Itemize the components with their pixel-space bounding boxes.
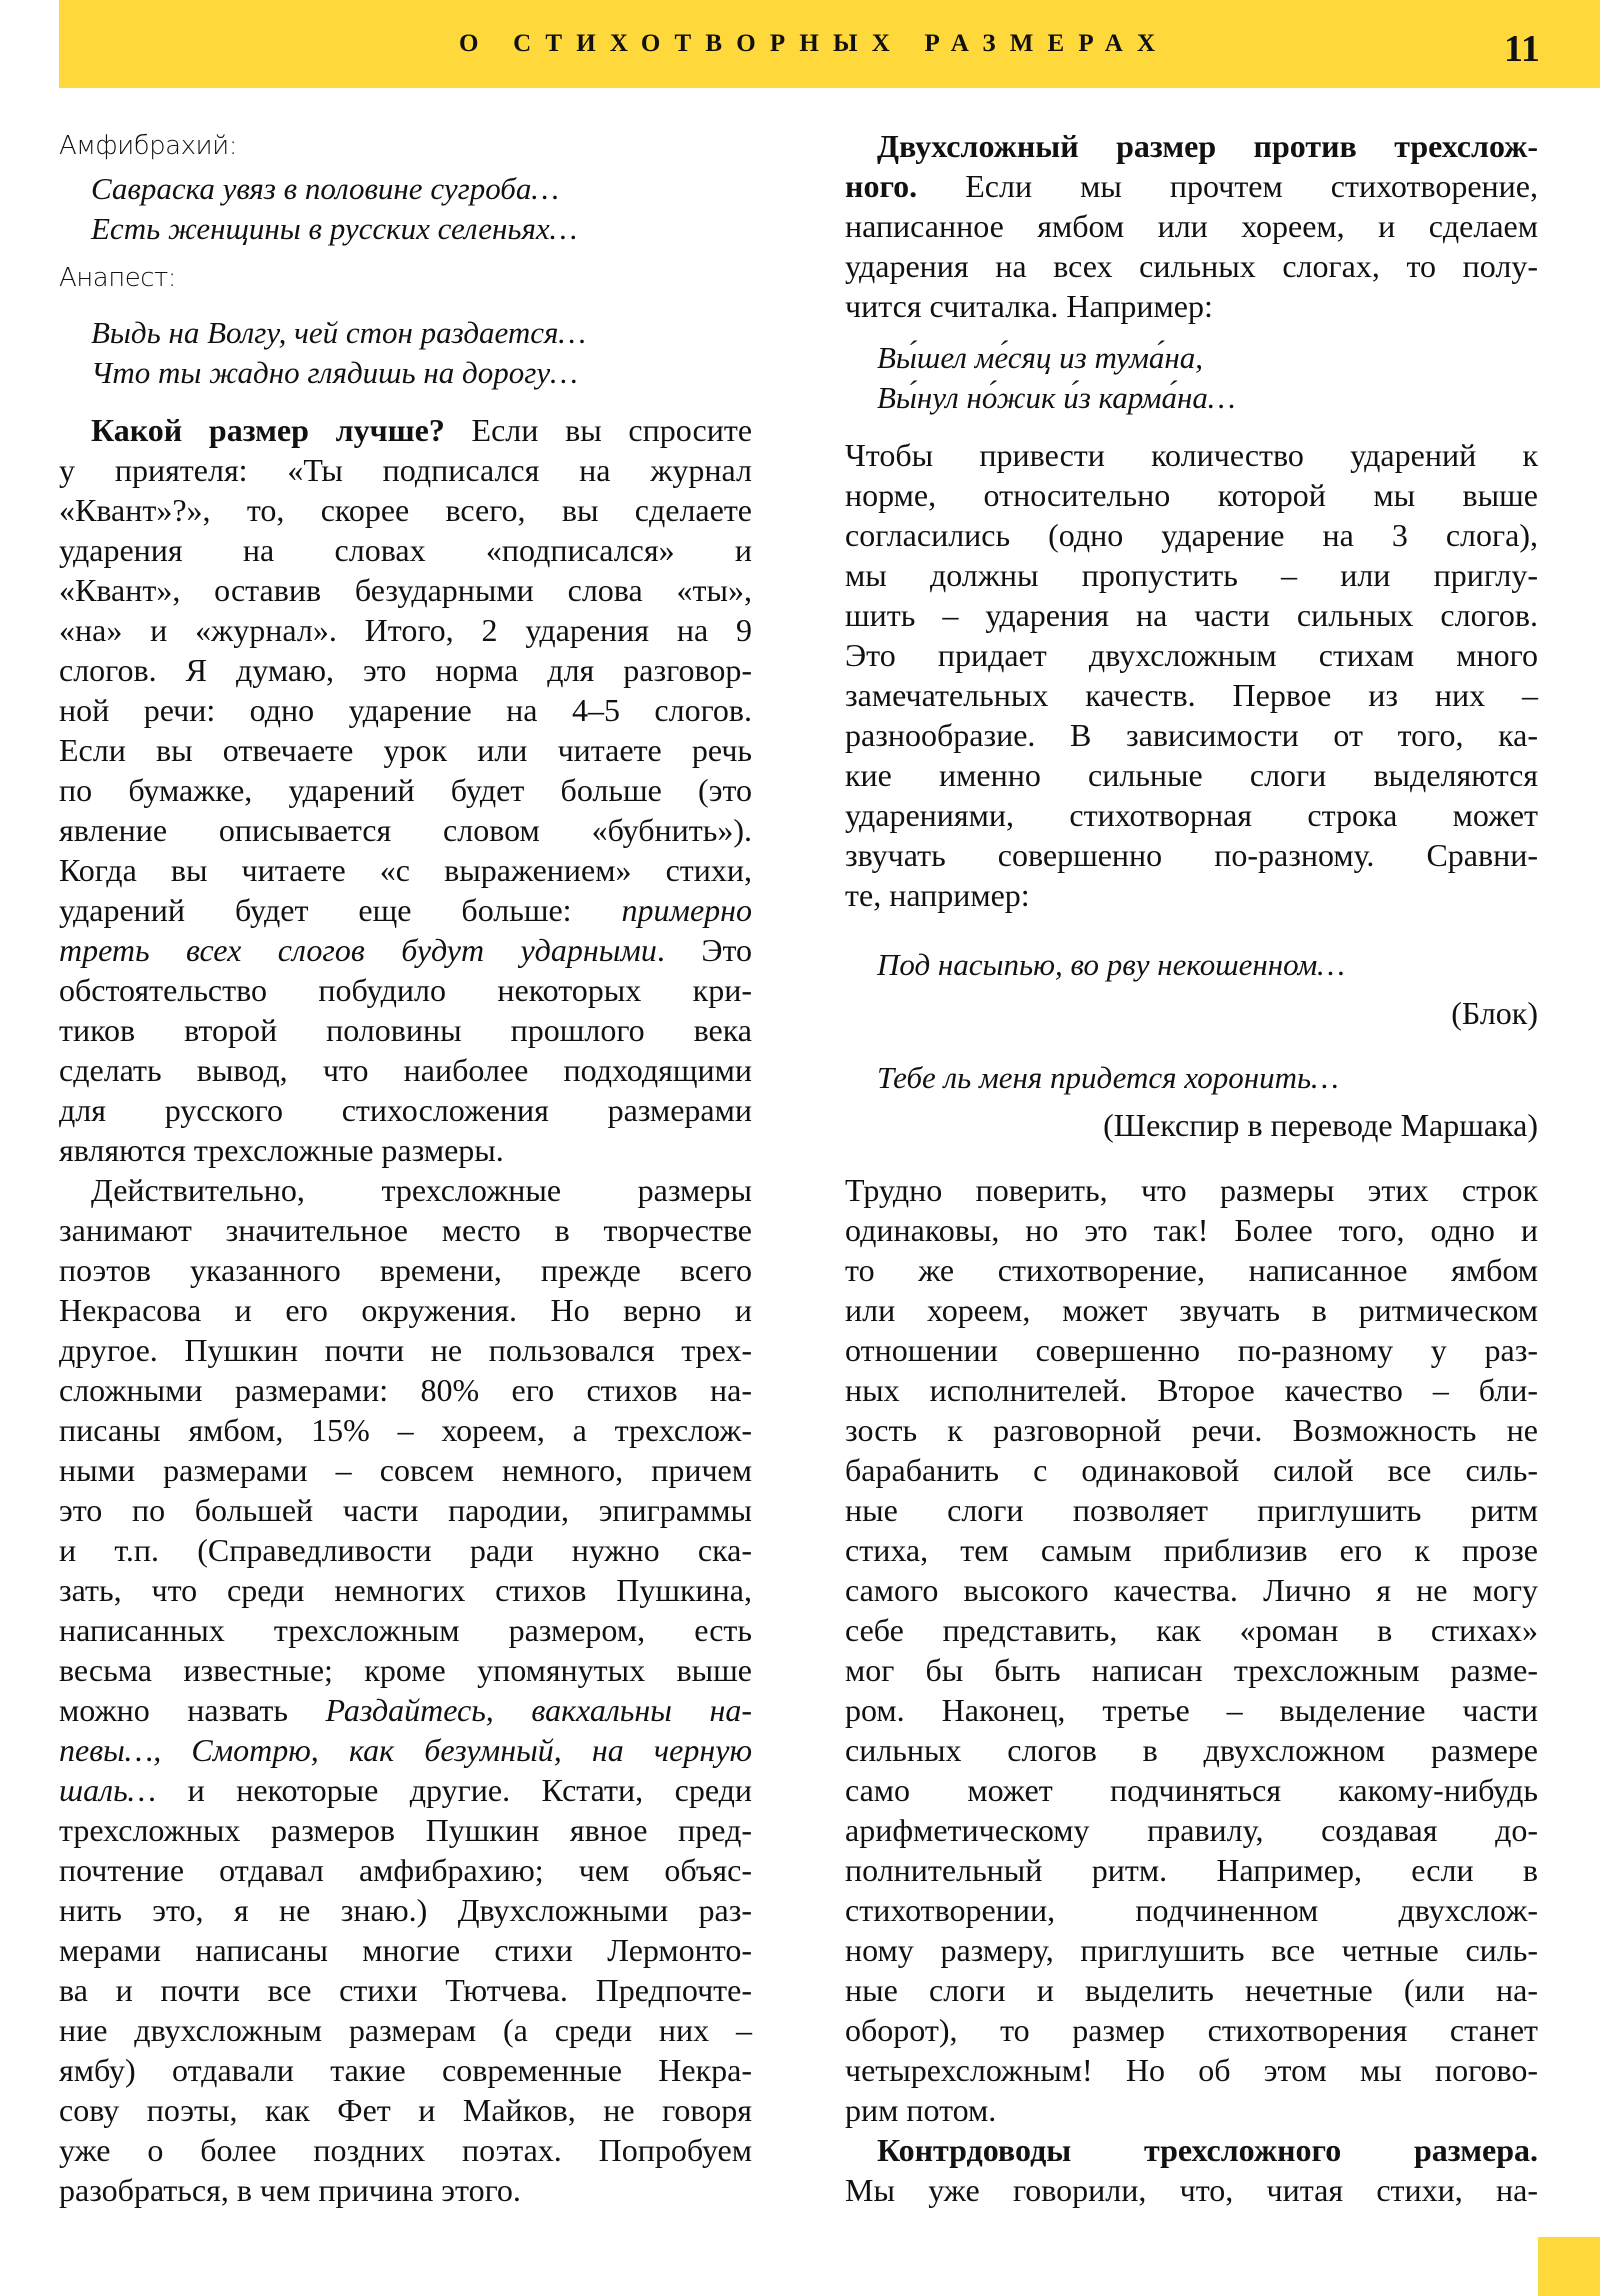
paragraph-line: или хореем, может звучать в ритмическом bbox=[845, 1292, 1538, 1328]
paragraph-line: писаны ямбом, 15% – хореем, а трехслож- bbox=[59, 1412, 752, 1448]
paragraph-line: самого высокого качества. Лично я не могу bbox=[845, 1572, 1538, 1608]
paragraph-line: певы…, Смотрю, как безумный, на черную bbox=[59, 1732, 752, 1768]
paragraph-line: можно назвать Раздайтесь, вакхальны на- bbox=[59, 1692, 753, 1728]
paragraph-line: Какой размер лучше? Если вы спросите bbox=[91, 412, 753, 448]
paragraph-line: занимают значительное место в творчестве bbox=[59, 1212, 752, 1248]
paragraph-line: кие именно сильные слоги выделяются bbox=[845, 757, 1538, 793]
quote-attribution: (Шекспир в переводе Маршака) bbox=[1103, 1107, 1538, 1143]
quote-attribution: (Блок) bbox=[1451, 995, 1538, 1031]
paragraph-line: рим потом. bbox=[845, 2092, 997, 2128]
verse-line: Вы́шел ме́сяц из тума́на, bbox=[877, 340, 1203, 375]
paragraph-line: шаль… и некоторые другие. Кстати, среди bbox=[59, 1772, 752, 1808]
paragraph-line: замечательных качеств. Первое из них – bbox=[845, 677, 1538, 713]
paragraph-line: являются трехсложные размеры. bbox=[59, 1132, 504, 1168]
paragraph-line: звучать совершенно по-разному. Сравни- bbox=[845, 837, 1538, 873]
paragraph-line: четырехсложным! Но об этом мы погово- bbox=[845, 2052, 1538, 2088]
paragraph-line: и т.п. (Справедливости ради нужно ска- bbox=[59, 1532, 752, 1568]
running-title: О СТИХОТВОРНЫХ РАЗМЕРАХ bbox=[459, 30, 1170, 57]
paragraph-line: отношении совершенно по-разному у раз- bbox=[845, 1332, 1538, 1368]
paragraph-line: одинаковы, но это так! Более того, одно и bbox=[845, 1212, 1538, 1248]
verse-line: Есть женщины в русских селеньях… bbox=[91, 211, 578, 246]
paragraph-line: стихотворении, подчиненном двухслож- bbox=[845, 1892, 1538, 1928]
paragraph-line: Если вы отвечаете урок или читаете речь bbox=[59, 732, 752, 768]
paragraph-line: ному размеру, приглушить все четные силь- bbox=[845, 1932, 1538, 1968]
paragraph-line: Когда вы читаете «с выражением» стихи, bbox=[59, 852, 752, 888]
paragraph-line: Некрасова и его окружения. Но верно и bbox=[59, 1292, 752, 1328]
paragraph-line: у приятеля: «Ты подписался на журнал bbox=[59, 452, 752, 488]
paragraph-line: ной речи: одно ударение на 4–5 слогов. bbox=[59, 692, 752, 728]
paragraph-line: ва и почти все стихи Тютчева. Предпочте- bbox=[59, 1972, 752, 2008]
paragraph-line: само может подчиняться какому-нибудь bbox=[845, 1772, 1538, 1808]
paragraph-line: для русского стихосложения размерами bbox=[59, 1092, 752, 1128]
paragraph-line: ударения на словах «подписался» и bbox=[59, 532, 752, 568]
page-number: 11 bbox=[1504, 28, 1540, 70]
paragraph-line: чится считалка. Например: bbox=[845, 288, 1213, 324]
paragraph-line: шить – ударения на части сильных слогов. bbox=[845, 597, 1538, 633]
paragraph-line: сильных слогов в двухсложном размере bbox=[845, 1732, 1538, 1768]
paragraph-line: «Квант», оставив безударными слова «ты», bbox=[59, 572, 752, 608]
paragraph-line: написанное ямбом или хореем, и сделаем bbox=[845, 208, 1538, 244]
meter-label-anapest: Анапест: bbox=[59, 263, 177, 293]
paragraph-line: зать, что среди немногих стихов Пушкина, bbox=[59, 1572, 752, 1608]
paragraph-line: барабанить с одинаковой силой все силь- bbox=[845, 1452, 1538, 1488]
paragraph-line: ние двухсложным размерам (а среди них – bbox=[59, 2012, 752, 2048]
paragraph-line: Трудно поверить, что размеры этих строк bbox=[845, 1172, 1538, 1208]
paragraph-line: поэтов указанного времени, прежде всего bbox=[59, 1252, 752, 1288]
section-heading: Контрдоводы трехсложного размера. bbox=[877, 2132, 1538, 2168]
paragraph-line: треть всех слогов будут ударными. Это bbox=[59, 932, 753, 968]
paragraph-line: зость к разговорной речи. Возможность не bbox=[845, 1412, 1538, 1448]
paragraph-line: мог бы быть написан трехсложным разме- bbox=[845, 1652, 1538, 1688]
paragraph-line: сову поэты, как Фет и Майков, не говоря bbox=[59, 2092, 752, 2128]
paragraph-line: явление описывается словом «бубнить»). bbox=[59, 812, 752, 848]
paragraph-line: полнительный ритм. Например, если в bbox=[845, 1852, 1538, 1888]
paragraph-line: ударения на всех сильных слогах, то полу- bbox=[845, 248, 1538, 284]
paragraph-line: это по большей части пародии, эпиграммы bbox=[59, 1492, 752, 1528]
paragraph-line: ром. Наконец, третье – выделение части bbox=[845, 1692, 1538, 1728]
paragraph-line: слогов. Я думаю, это норма для разговор- bbox=[59, 652, 752, 688]
paragraph-line: ными размерами – совсем немного, причем bbox=[59, 1452, 752, 1488]
paragraph-line: сложными размерами: 80% его стихов на- bbox=[59, 1372, 752, 1408]
paragraph-line: себе представить, как «роман в стихах» bbox=[845, 1612, 1538, 1648]
paragraph-line: разнообразие. В зависимости от того, ка- bbox=[845, 717, 1538, 753]
paragraph-line: Чтобы привести количество ударений к bbox=[845, 437, 1538, 473]
paragraph-line: то же стихотворение, написанное ямбом bbox=[845, 1252, 1538, 1288]
paragraph-line: ямбу) отдавали такие современные Некра- bbox=[59, 2052, 752, 2088]
meter-label-amphibrach: Амфибрахий: bbox=[59, 131, 237, 161]
paragraph-line: норме, относительно которой мы выше bbox=[845, 477, 1538, 513]
paragraph-line: ные слоги и выделить нечетные (или на- bbox=[845, 1972, 1538, 2008]
section-heading: Двухсложный размер против трехслож- bbox=[877, 128, 1538, 164]
paragraph-line: нить это, я не знаю.) Двухсложными раз- bbox=[59, 1892, 752, 1928]
paragraph-line: ные слоги позволяет приглушить ритм bbox=[845, 1492, 1538, 1528]
paragraph-line: по бумажке, ударений будет больше (это bbox=[59, 772, 752, 808]
quote-verse: Тебе ль меня придется хоронить… bbox=[877, 1060, 1339, 1095]
paragraph-line: арифметическому правилу, создавая до- bbox=[845, 1812, 1538, 1848]
paragraph-line: написанных трехсложным размером, есть bbox=[59, 1612, 752, 1648]
paragraph-line: другое. Пушкин почти не пользовался трех- bbox=[59, 1332, 752, 1368]
verse-line: Вы́нул но́жик и́з карма́на… bbox=[877, 380, 1236, 415]
paragraph-line: обстоятельство побудило некоторых кри- bbox=[59, 972, 752, 1008]
paragraph-line: тиков второй половины прошлого века bbox=[59, 1012, 752, 1048]
paragraph-line: ударений будет еще больше: примерно bbox=[59, 892, 753, 928]
paragraph-line: согласились (одно ударение на 3 слога), bbox=[845, 517, 1538, 553]
paragraph-line: оборот), то размер стихотворения станет bbox=[845, 2012, 1538, 2048]
paragraph-line: сделать вывод, что наиболее подходящими bbox=[59, 1052, 752, 1088]
paragraph-line: Мы уже говорили, что, читая стихи, на- bbox=[845, 2172, 1538, 2208]
quote-verse: Под насыпью, во рву некошенном… bbox=[877, 947, 1345, 982]
verse-line: Савраска увяз в половине сугроба… bbox=[91, 171, 559, 206]
paragraph-line: Действительно, трехсложные размеры bbox=[91, 1172, 752, 1208]
paragraph-line: почтение отдавал амфибрахию; чем объяс- bbox=[59, 1852, 752, 1888]
paragraph-line: ударениями, стихотворная строка может bbox=[845, 797, 1538, 833]
paragraph-line: Это придает двухсложным стихам много bbox=[845, 637, 1538, 673]
paragraph-line: мерами написаны многие стихи Лермонто- bbox=[59, 1932, 752, 1968]
section-heading: Какой размер лучше? bbox=[91, 412, 445, 448]
paragraph-line: разобраться, в чем причина этого. bbox=[59, 2172, 521, 2208]
paragraph-line: ного. Если мы прочтем стихотворение, bbox=[845, 168, 1539, 204]
paragraph-line: весьма известные; кроме упомянутых выше bbox=[59, 1652, 752, 1688]
paragraph-line: «Квант»?», то, скорее всего, вы сделаете bbox=[59, 492, 752, 528]
paragraph-line: мы должны пропустить – или приглу- bbox=[845, 557, 1538, 593]
paragraph-line: «на» и «журнал». Итого, 2 ударения на 9 bbox=[59, 612, 752, 648]
paragraph-line: ных исполнителей. Второе качество – бли- bbox=[845, 1372, 1538, 1408]
verse-line: Выдь на Волгу, чей стон раздается… bbox=[91, 315, 587, 350]
paragraph-line: те, например: bbox=[845, 877, 1030, 913]
paragraph-line: трехсложных размеров Пушкин явное пред- bbox=[59, 1812, 752, 1848]
verse-line: Что ты жадно глядишь на дорогу… bbox=[91, 355, 578, 390]
paragraph-line: стиха, тем самым приблизив его к прозе bbox=[845, 1532, 1538, 1568]
corner-accent-block bbox=[1538, 2237, 1600, 2296]
paragraph-line: уже о более поздних поэтах. Попробуем bbox=[59, 2132, 752, 2168]
